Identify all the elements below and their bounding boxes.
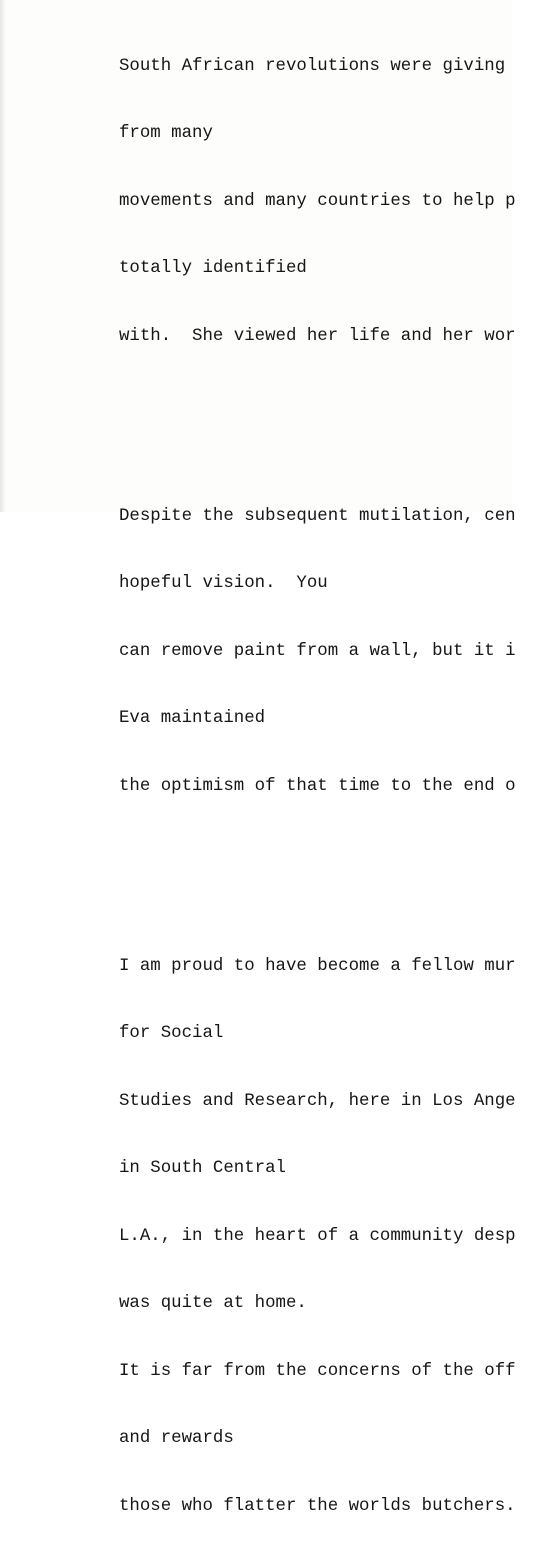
- text-line: from many: [119, 124, 213, 143]
- text-line: the optimism of that time to the end o: [119, 776, 516, 796]
- text-line: Studies and Research, here in Los Ange: [119, 1091, 516, 1111]
- paragraph-break: [119, 843, 539, 866]
- text-line: It is far from the concerns of the off: [119, 1361, 516, 1381]
- text-line: and rewards: [119, 1429, 234, 1448]
- text-line: those who flatter the worlds butchers.: [119, 1496, 516, 1516]
- text-line: I am proud to have become a fellow mur: [119, 956, 516, 976]
- text-line: for Social: [119, 1024, 224, 1043]
- text-line: L.A., in the heart of a community desp: [119, 1226, 516, 1246]
- text-line: can remove paint from a wall, but it i: [119, 641, 516, 661]
- page-edge-shadow: [0, 0, 6, 512]
- text-line: with. She viewed her life and her wor: [119, 326, 516, 346]
- text-line: was quite at home.: [119, 1294, 307, 1313]
- text-line: hopeful vision. You: [119, 574, 328, 593]
- text-line: South African revolutions were giving: [119, 56, 506, 76]
- paragraph-break: [119, 393, 539, 416]
- document-body: [119, 0, 539, 1563]
- text-line: movements and many countries to help p: [119, 191, 516, 211]
- text-line: totally identified: [119, 259, 307, 278]
- text-line: in South Central: [119, 1159, 286, 1178]
- text-line: Despite the subsequent mutilation, cen: [119, 506, 516, 526]
- text-line: Eva maintained: [119, 709, 266, 728]
